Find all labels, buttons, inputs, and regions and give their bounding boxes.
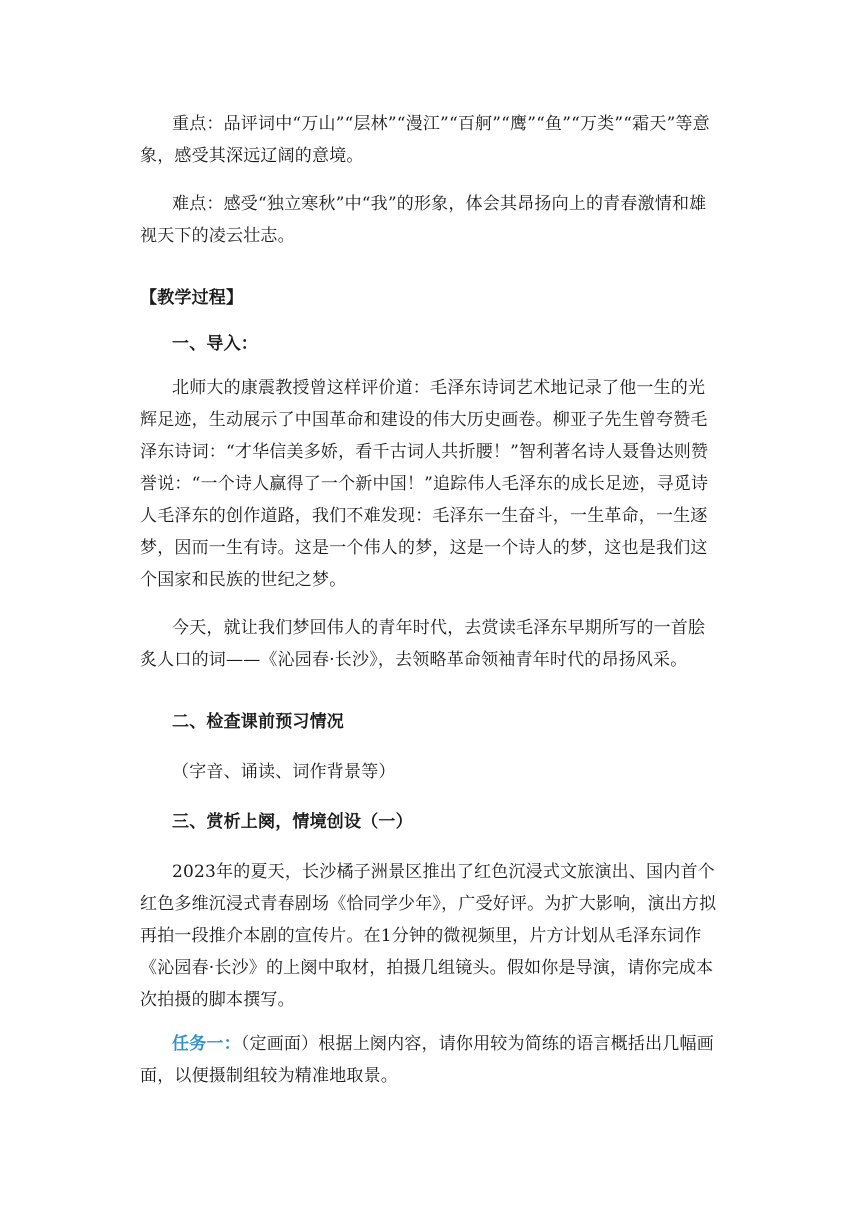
part3-paragraph-scenario: 2023年的夏天，长沙橘子洲景区推出了红色沉浸式文旅演出、国内首个红色多维沉浸式青春剧场《恰同学少年》，广受好评。为扩大影响，演出方拟再拍一段推介本剧的宣传片。在1分钟的微视频里，片方计划从毛泽东词作《沁园春·长沙》的上阕中取材，拍摄几组镜头。假如你是导演，请你完成本次拍摄的脚本撰写。 [140,862,717,1010]
task1-text: （定画面）根据上阕内容，请你用较为简练的语言概括出几幅画面，以便摄制组较为精准地取景。 [140,1034,714,1086]
part1-heading: 一、导入： [172,334,258,354]
task1-label: 任务一： [172,1034,241,1054]
task1-paragraph [140,1028,720,1092]
part2-heading: 二、检查课前预习情况 [172,712,344,732]
section-title: 【教学过程】 [140,288,244,308]
part1-paragraph-intro: 北师大的康震教授曾这样评价道：毛泽东诗词艺术地记录了他一生的光辉足迹，生动展示了中国革命和建设的伟大历史画卷。柳亚子先生曾夸赞毛泽东诗词：“才华信美多娇，看千古词人共折腰！”智利著名诗人聂鲁达则赞誉说：“一个诗人赢得了一个新中国！”追踪伟人毛泽东的成长足迹，寻觅诗人毛泽东的创作道路，我们不难发现：毛泽东一生奋斗，一生革命，一生逐梦，因而一生有诗。这是一个伟人的梦，这是一个诗人的梦，这也是我们这个国家和民族的世纪之梦。 [140,378,709,590]
part3-heading: 三、赏析上阕，情境创设（一） [172,812,413,832]
key-points-paragraph: 重点：品评词中“万山”“层林”“漫江”“百舸”“鹰”“鱼”“万类”“霜天”等意象，感受其深远辽阔的意境。 [140,114,710,166]
difficult-points-paragraph: 难点：感受“独立寒秋”中“我”的形象，体会其昂扬向上的青春激情和雄视天下的凌云壮志。 [140,194,707,246]
part2-note: （字音、诵读、词作背景等） [172,762,396,782]
part1-paragraph-today: 今天，就让我们梦回伟人的青年时代，去赏读毛泽东早期所写的一首脍炙人口的词——《沁园春·长沙》，去领略革命领袖青年时代的昂扬风采。 [140,618,706,670]
